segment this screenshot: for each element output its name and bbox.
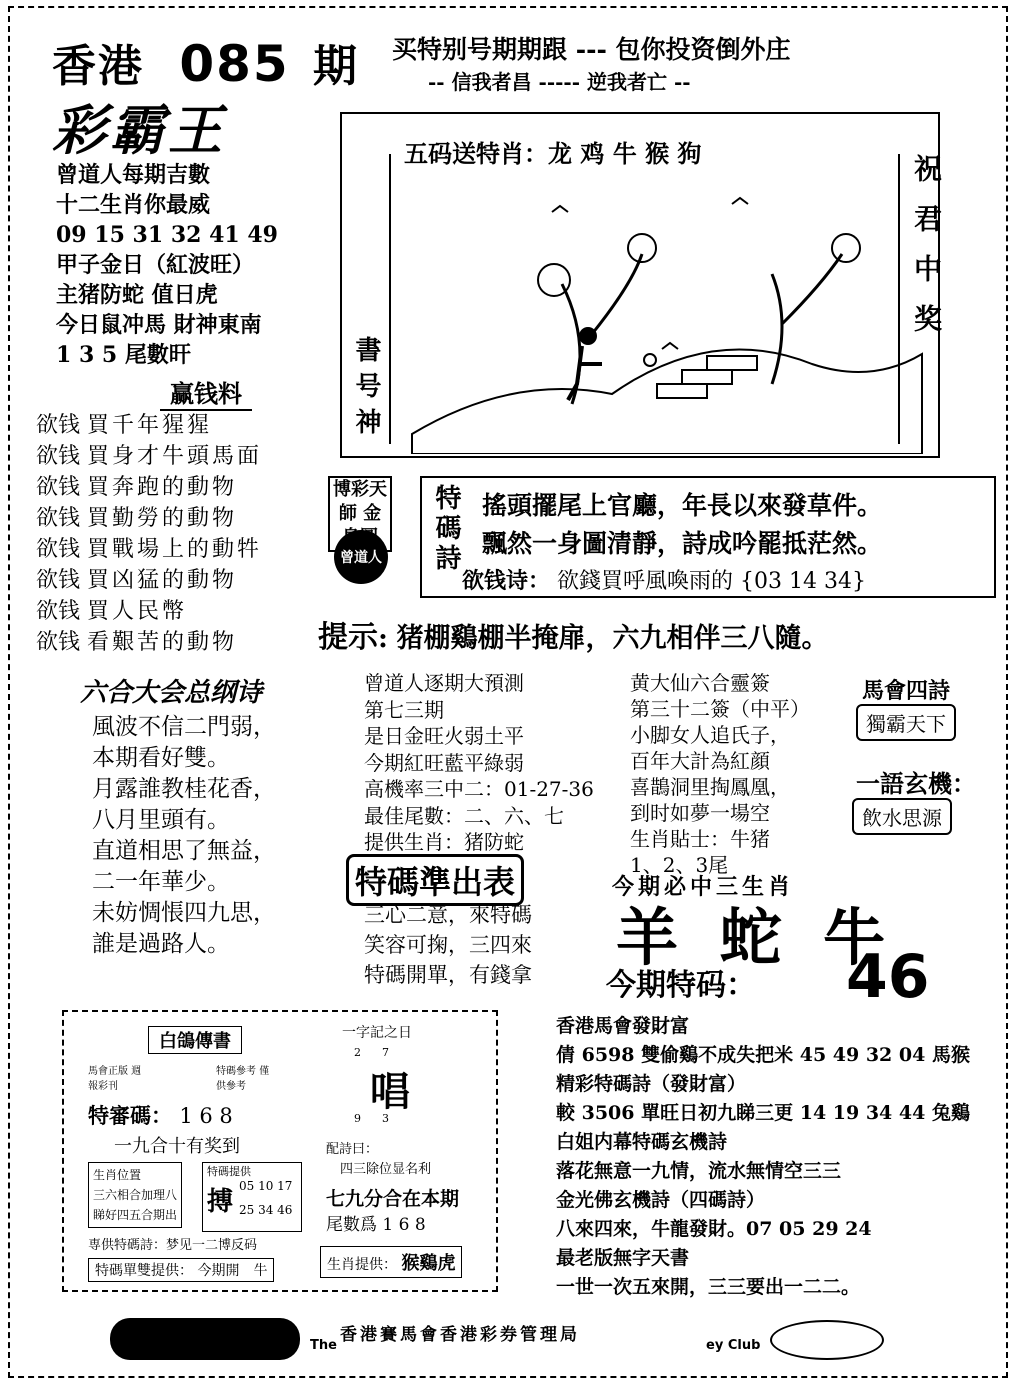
prediction-line: 最佳尾數：二、六、七 [364, 803, 564, 828]
supply-nums-1: 05 10 17 [239, 1179, 293, 1193]
huang-line: 小脚女人追氏子， [630, 723, 790, 747]
zodiac-supply-label: 生肖提供： [327, 1257, 397, 1273]
chart-table-lines [364, 900, 532, 990]
info-line: 甲子金日（紅波旺） [56, 252, 255, 278]
money-poem-text: 欲錢買呼風喚雨的 [557, 569, 734, 594]
footer-logo-right [770, 1320, 884, 1360]
slogan-line-1: 买特别号期期跟 --- 包你投资倒外庄 [392, 35, 791, 64]
right-list-line: 落花無意一九情，流水無情空三三 [556, 1160, 842, 1182]
supply-char: 搏 [207, 1187, 234, 1217]
mystic-text: 飲水思源 [852, 798, 952, 835]
horse-poem-title: 馬會四詩 [862, 679, 951, 704]
special-poem-box [420, 476, 996, 598]
secret-label: 特審碼： [88, 1103, 172, 1128]
tail-text: 尾數爲 1 6 8 [326, 1215, 426, 1235]
huang-line: 第三十二簽（中平） [630, 697, 810, 721]
money-poem-numbers: {03 14 34} [740, 569, 866, 594]
issue-number: 085 [179, 35, 290, 93]
special-poem-line-2: 飄然一身圖清靜，詩成吟罷抵茫然。 [482, 529, 883, 558]
footer-en-left: The [310, 1338, 337, 1353]
poem-lines [92, 712, 276, 960]
odd-even-row [88, 1258, 274, 1282]
pigeon-row: 生肖位置 [93, 1168, 142, 1182]
pigeon-small-right: 特碼參考 僅供參考 [216, 1066, 270, 1092]
poem-title: 六合大会总纲诗 [80, 678, 263, 708]
win-item: 欲钱 買人民幣 [36, 599, 188, 624]
right-list-line: 白姐内幕特碼玄機詩 [556, 1131, 728, 1153]
today-special-number: 46 [846, 942, 930, 1012]
win-item: 欲钱 買戰場上的動牪 [36, 537, 263, 562]
mystic-title: 一語玄機： [856, 770, 976, 798]
picture-caption: 五码送特肖：龙 鸡 牛 猴 狗 [404, 139, 702, 168]
word-num-top: 2 7 [354, 1046, 389, 1059]
dream-text: 専供特碼詩：梦见一二博反码 [88, 1238, 258, 1253]
match-label: 配詩曰： [326, 1142, 379, 1157]
win-item: 欲钱 買勤勞的動物 [36, 506, 238, 531]
secret-row [88, 1100, 233, 1130]
supply-label: 特碼提供 [207, 1165, 251, 1178]
odd-even-label: 特碼單雙提供： [95, 1263, 193, 1279]
huang-line: 百年大計為紅顔 [630, 749, 770, 773]
header-title-left: 香港 [52, 41, 144, 92]
huang-line: 黄大仙六合靈簽 [630, 671, 770, 695]
right-list-line: 最老版無字天書 [556, 1247, 690, 1269]
special-poem-label: 特碼詩 [431, 484, 461, 574]
zodiac-animals: 羊 蛇 牛 [616, 901, 896, 974]
author-badge: 曾道人 [334, 530, 388, 584]
win-title: 赢钱料 [160, 374, 252, 411]
pigeon-box [62, 1010, 498, 1292]
money-poem [462, 564, 866, 595]
hint-row: 提示: 猪棚鷄棚半掩扉，六九相伴三八隨。 [318, 620, 829, 655]
chart-table-line: 特碼開單，有錢拿 [364, 963, 532, 987]
huang-line: 1、2、3尾 [630, 853, 729, 877]
left-info [56, 160, 278, 370]
poem-line: 誰是過路人。 [92, 931, 230, 957]
match-text: 四三除位显名利 [340, 1162, 432, 1177]
side-logo-label: 博彩天師 金 [328, 476, 392, 552]
poem-line: 未妨惆悵四九思， [92, 900, 276, 926]
poem-line: 直道相思了無益， [92, 838, 276, 864]
slogan-line-2: -- 信我者昌 ----- 逆我者亡 -- [428, 70, 691, 94]
prediction-line: 是日金旺火弱土平 [364, 724, 524, 748]
supply-nums-2: 25 34 46 [239, 1203, 293, 1217]
right-list-line: 香港馬會發財富 [556, 1015, 690, 1037]
win-list [36, 410, 262, 658]
right-list-line: 精彩特碼詩（發財富） [556, 1073, 747, 1095]
word-char: 唱 [370, 1068, 410, 1115]
poem-line: 風波不信二門弱， [92, 714, 276, 740]
pigeon-small-left: 馬會正版 週報彩刊 [88, 1066, 142, 1092]
zodiac-label: 今期必中三生肖 [612, 875, 795, 900]
win-item: 欲钱 看艱苦的動物 [36, 630, 238, 655]
huang-line: 生肖貼士：牛猪 [630, 827, 770, 851]
chart-table-title: 特碼準出表 [346, 854, 524, 906]
odd-even-value: 今期開 牛 [197, 1263, 268, 1279]
right-list-line: 較 3506 單旺日初九睇三更 14 19 34 44 兔鷄 [556, 1102, 970, 1124]
poem-line: 二一年華少。 [92, 869, 230, 895]
footer-text: 香港賽馬會香港彩券管理局 [340, 1325, 580, 1345]
hint-label: 提示 [318, 620, 378, 655]
zodiac-supply-row [320, 1246, 462, 1278]
poem-line: 本期看好雙。 [92, 745, 230, 771]
special-poem-line-1: 搖頭擺尾上官廳，年長以來發草件。 [482, 491, 883, 520]
huang-block [630, 670, 810, 878]
right-list-line: 倩 6598 雙偷鷄不成失把米 45 49 32 04 馬猴 [556, 1044, 970, 1066]
win-item: 欲钱 買身才牛頭馬面 [36, 444, 263, 469]
word-title: 一字記之日 [342, 1025, 412, 1041]
right-list-line: 金光佛玄機詩（四碼詩） [556, 1189, 766, 1211]
supply-box [202, 1162, 302, 1232]
footer-logo-left [110, 1318, 300, 1360]
right-vertical-text: 祝君中奖 [898, 154, 946, 444]
prediction-line: 今期紅旺藍平綠弱 [364, 750, 524, 775]
poem-line: 八月里頭有。 [92, 807, 230, 833]
info-line: 主猪防蛇 值日虎 [56, 282, 218, 308]
chart-table-line: 三心二意，來特碼 [364, 903, 532, 927]
chart-table-line: 笑容可掬，三四來 [364, 933, 532, 957]
info-line: 曾道人每期吉數 [56, 162, 211, 188]
nine-title: 七九分合在本期 [326, 1188, 460, 1210]
win-item: 欲钱 買千年猩猩 [36, 413, 213, 438]
landscape-illustration [392, 164, 932, 454]
win-item: 欲钱 買奔跑的動物 [36, 475, 238, 500]
hint-text: 猪棚鷄棚半掩扉，六九相伴三八隨。 [396, 623, 829, 654]
right-list-line: 八來四來，牛龍發財。07 05 29 24 [556, 1218, 872, 1240]
money-poem-label: 欲钱诗： [462, 568, 551, 594]
info-line: 1 3 5 尾數旰 [56, 342, 191, 368]
prediction-line: 提供生肖：猪防蛇 [364, 830, 524, 854]
prediction-line: 第七三期 [364, 697, 444, 722]
prediction-block [364, 670, 594, 856]
info-line: 今日鼠冲馬 財神東南 [56, 312, 262, 338]
pigeon-left-rows [88, 1162, 182, 1228]
right-list [556, 1012, 970, 1302]
footer-en-right: ey Club [706, 1338, 761, 1353]
poem-line: 月露誰教桂花香， [92, 776, 276, 802]
info-line: 十二生肖你最威 [56, 192, 211, 218]
today-special-label: 今期特码： [606, 968, 756, 1003]
left-vertical-text: 書号神 [348, 154, 391, 444]
horse-poem-text: 獨霸天下 [856, 704, 956, 741]
prediction-line: 高機率三中二：01-27-36 [364, 777, 594, 801]
pigeon-title: 白鴿傳書 [148, 1026, 242, 1054]
word-num-bottom: 9 3 [354, 1112, 389, 1125]
header-title [52, 30, 359, 94]
right-list-line: 一世一次五來開，三三要出一二二。 [556, 1276, 861, 1298]
huang-line: 喜鵲洞里掏鳳凰， [630, 775, 790, 799]
win-item: 欲钱 買凶猛的動物 [36, 568, 238, 593]
zodiac-supply-value: 猴鷄虎 [401, 1253, 456, 1274]
secret-note: 一九合十有奖到 [114, 1136, 240, 1157]
brand-logo: 彩霸王 [52, 98, 226, 162]
secret-value: 1 6 8 [179, 1104, 233, 1128]
pigeon-row: 三六相合加理八 [93, 1188, 178, 1202]
picture-frame [340, 112, 943, 458]
pigeon-row: 睇好四五合期出 [93, 1208, 178, 1222]
huang-line: 到时如夢一場空 [630, 801, 770, 825]
info-line: 09 15 31 32 41 49 [56, 222, 278, 248]
issue-suffix: 期 [313, 41, 360, 92]
prediction-line: 曾道人逐期大預測 [364, 671, 524, 695]
